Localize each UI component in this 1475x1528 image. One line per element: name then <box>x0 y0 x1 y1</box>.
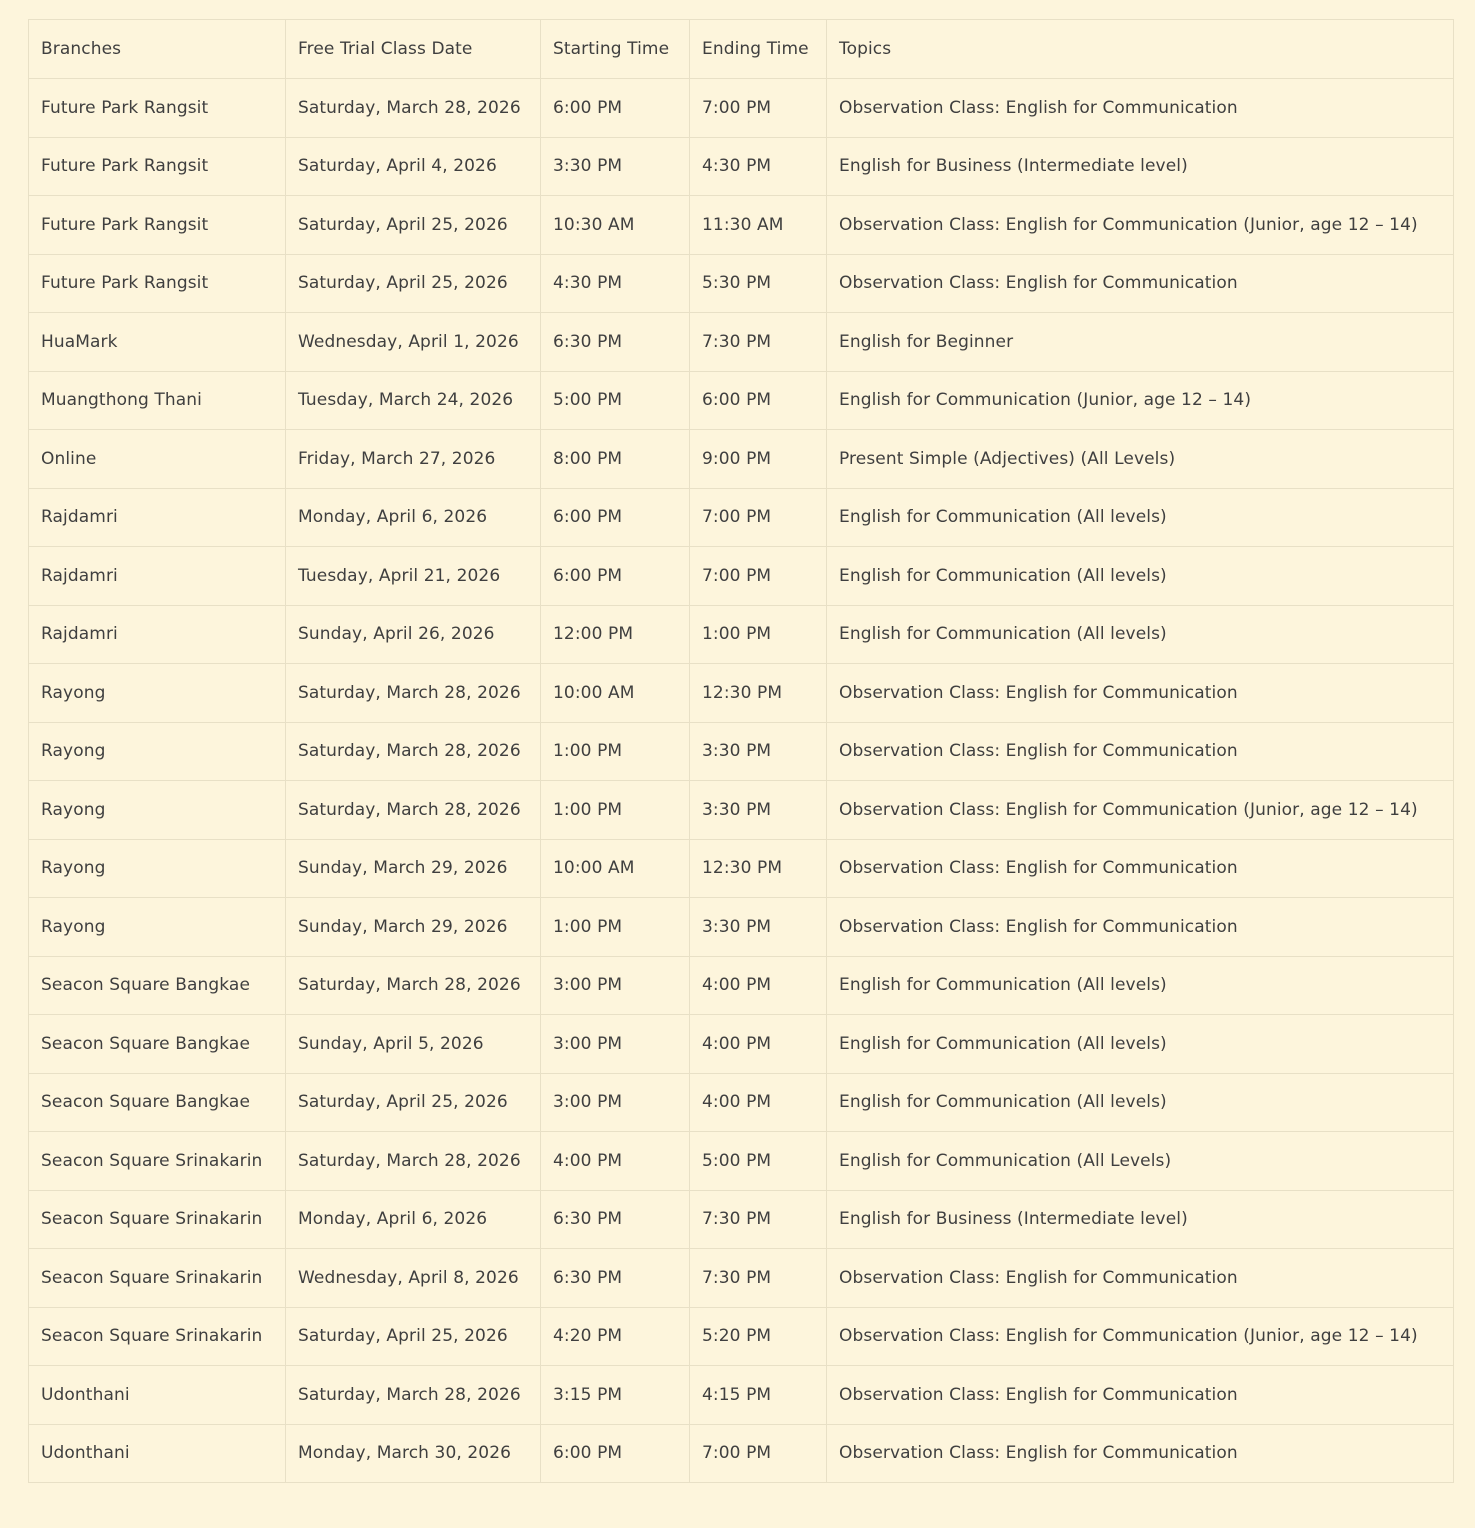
end-time-cell: 4:30 PM <box>690 137 827 196</box>
topic-cell: English for Communication (All Levels) <box>827 1132 1454 1191</box>
branch-cell: Rajdamri <box>29 488 286 547</box>
topic-cell: Observation Class: English for Communication <box>827 722 1454 781</box>
branch-cell: Rayong <box>29 781 286 840</box>
table-row <box>29 722 1454 781</box>
branch-cell: Rayong <box>29 722 286 781</box>
topic-cell: English for Communication (All levels) <box>827 605 1454 664</box>
topic-cell: English for Communication (All levels) <box>827 1015 1454 1074</box>
end-time-cell: 4:00 PM <box>690 956 827 1015</box>
date-cell: Saturday, April 25, 2026 <box>286 254 541 313</box>
table-row <box>29 137 1454 196</box>
end-time-cell: 12:30 PM <box>690 839 827 898</box>
table-row <box>29 313 1454 372</box>
table-row <box>29 1015 1454 1074</box>
branch-cell: Seacon Square Bangkae <box>29 1015 286 1074</box>
end-time-cell: 7:00 PM <box>690 488 827 547</box>
end-time-cell: 4:15 PM <box>690 1366 827 1425</box>
branch-cell: Udonthani <box>29 1424 286 1483</box>
date-cell: Monday, March 30, 2026 <box>286 1424 541 1483</box>
end-time-cell: 3:30 PM <box>690 722 827 781</box>
date-cell: Saturday, March 28, 2026 <box>286 1366 541 1425</box>
start-time-cell: 3:00 PM <box>541 1073 690 1132</box>
topic-cell: Observation Class: English for Communication (Junior, age 12 – 14) <box>827 1307 1454 1366</box>
topic-cell: English for Communication (Junior, age 12 – 14) <box>827 371 1454 430</box>
topic-cell: Observation Class: English for Communication <box>827 898 1454 957</box>
topic-cell: Observation Class: English for Communication <box>827 664 1454 723</box>
branch-cell: Seacon Square Srinakarin <box>29 1190 286 1249</box>
end-time-cell: 12:30 PM <box>690 664 827 723</box>
date-cell: Saturday, April 25, 2026 <box>286 1307 541 1366</box>
date-cell: Saturday, April 25, 2026 <box>286 1073 541 1132</box>
start-time-cell: 3:00 PM <box>541 956 690 1015</box>
topic-cell: English for Business (Intermediate level) <box>827 1190 1454 1249</box>
date-cell: Saturday, March 28, 2026 <box>286 79 541 138</box>
table-row <box>29 488 1454 547</box>
branch-cell: Rajdamri <box>29 605 286 664</box>
end-time-cell: 7:30 PM <box>690 1249 827 1308</box>
end-time-cell: 1:00 PM <box>690 605 827 664</box>
date-cell: Wednesday, April 1, 2026 <box>286 313 541 372</box>
branch-cell: Future Park Rangsit <box>29 79 286 138</box>
date-cell: Sunday, April 5, 2026 <box>286 1015 541 1074</box>
table-row <box>29 839 1454 898</box>
date-cell: Monday, April 6, 2026 <box>286 1190 541 1249</box>
date-cell: Tuesday, March 24, 2026 <box>286 371 541 430</box>
end-time-cell: 3:30 PM <box>690 781 827 840</box>
topic-cell: Observation Class: English for Communication (Junior, age 12 – 14) <box>827 781 1454 840</box>
start-time-cell: 3:00 PM <box>541 1015 690 1074</box>
end-time-cell: 5:20 PM <box>690 1307 827 1366</box>
table-row <box>29 1073 1454 1132</box>
start-time-cell: 5:00 PM <box>541 371 690 430</box>
table-header-row <box>29 20 1454 79</box>
date-cell: Saturday, March 28, 2026 <box>286 664 541 723</box>
start-time-cell: 12:00 PM <box>541 605 690 664</box>
topic-cell: Observation Class: English for Communication <box>827 1249 1454 1308</box>
date-cell: Saturday, March 28, 2026 <box>286 781 541 840</box>
topic-cell: Observation Class: English for Communication <box>827 254 1454 313</box>
start-time-cell: 6:00 PM <box>541 1424 690 1483</box>
start-time-cell: 8:00 PM <box>541 430 690 489</box>
branch-cell: Future Park Rangsit <box>29 254 286 313</box>
date-cell: Monday, April 6, 2026 <box>286 488 541 547</box>
end-time-cell: 3:30 PM <box>690 898 827 957</box>
date-cell: Saturday, March 28, 2026 <box>286 956 541 1015</box>
start-time-cell: 1:00 PM <box>541 781 690 840</box>
date-cell: Sunday, March 29, 2026 <box>286 898 541 957</box>
table-row <box>29 605 1454 664</box>
table-row <box>29 1249 1454 1308</box>
table-row <box>29 1424 1454 1483</box>
branch-cell: Seacon Square Bangkae <box>29 956 286 1015</box>
table-row <box>29 781 1454 840</box>
table-body <box>29 79 1454 1483</box>
branch-cell: Future Park Rangsit <box>29 196 286 255</box>
start-time-cell: 1:00 PM <box>541 898 690 957</box>
topic-cell: Observation Class: English for Communication <box>827 839 1454 898</box>
header-date: Free Trial Class Date <box>286 20 541 79</box>
free-trial-schedule-table <box>28 19 1454 1483</box>
branch-cell: Seacon Square Srinakarin <box>29 1307 286 1366</box>
date-cell: Saturday, April 25, 2026 <box>286 196 541 255</box>
end-time-cell: 9:00 PM <box>690 430 827 489</box>
start-time-cell: 6:30 PM <box>541 1249 690 1308</box>
branch-cell: HuaMark <box>29 313 286 372</box>
topic-cell: English for Communication (All levels) <box>827 956 1454 1015</box>
end-time-cell: 7:30 PM <box>690 1190 827 1249</box>
table-row <box>29 1307 1454 1366</box>
end-time-cell: 7:00 PM <box>690 79 827 138</box>
start-time-cell: 6:00 PM <box>541 79 690 138</box>
end-time-cell: 11:30 AM <box>690 196 827 255</box>
date-cell: Saturday, March 28, 2026 <box>286 1132 541 1191</box>
schedule-container <box>28 19 1453 1483</box>
date-cell: Sunday, April 26, 2026 <box>286 605 541 664</box>
date-cell: Sunday, March 29, 2026 <box>286 839 541 898</box>
table-row <box>29 898 1454 957</box>
topic-cell: English for Communication (All levels) <box>827 1073 1454 1132</box>
start-time-cell: 10:00 AM <box>541 839 690 898</box>
table-row <box>29 430 1454 489</box>
table-row <box>29 1190 1454 1249</box>
start-time-cell: 6:00 PM <box>541 488 690 547</box>
topic-cell: Observation Class: English for Communication <box>827 79 1454 138</box>
branch-cell: Muangthong Thani <box>29 371 286 430</box>
start-time-cell: 4:20 PM <box>541 1307 690 1366</box>
end-time-cell: 5:30 PM <box>690 254 827 313</box>
table-row <box>29 254 1454 313</box>
start-time-cell: 1:00 PM <box>541 722 690 781</box>
end-time-cell: 6:00 PM <box>690 371 827 430</box>
topic-cell: Observation Class: English for Communication (Junior, age 12 – 14) <box>827 196 1454 255</box>
topic-cell: Observation Class: English for Communication <box>827 1424 1454 1483</box>
table-row <box>29 1366 1454 1425</box>
start-time-cell: 4:30 PM <box>541 254 690 313</box>
table-row <box>29 196 1454 255</box>
branch-cell: Seacon Square Srinakarin <box>29 1132 286 1191</box>
header-topics: Topics <box>827 20 1454 79</box>
start-time-cell: 3:15 PM <box>541 1366 690 1425</box>
start-time-cell: 6:30 PM <box>541 1190 690 1249</box>
start-time-cell: 4:00 PM <box>541 1132 690 1191</box>
branch-cell: Future Park Rangsit <box>29 137 286 196</box>
branch-cell: Rajdamri <box>29 547 286 606</box>
start-time-cell: 10:00 AM <box>541 664 690 723</box>
topic-cell: English for Beginner <box>827 313 1454 372</box>
topic-cell: Observation Class: English for Communication <box>827 1366 1454 1425</box>
table-row <box>29 79 1454 138</box>
branch-cell: Rayong <box>29 664 286 723</box>
branch-cell: Seacon Square Srinakarin <box>29 1249 286 1308</box>
end-time-cell: 4:00 PM <box>690 1015 827 1074</box>
date-cell: Tuesday, April 21, 2026 <box>286 547 541 606</box>
table-row <box>29 956 1454 1015</box>
table-row <box>29 1132 1454 1191</box>
date-cell: Wednesday, April 8, 2026 <box>286 1249 541 1308</box>
header-end-time: Ending Time <box>690 20 827 79</box>
start-time-cell: 6:30 PM <box>541 313 690 372</box>
branch-cell: Rayong <box>29 839 286 898</box>
table-row <box>29 664 1454 723</box>
header-branches: Branches <box>29 20 286 79</box>
topic-cell: English for Business (Intermediate level) <box>827 137 1454 196</box>
end-time-cell: 7:00 PM <box>690 1424 827 1483</box>
date-cell: Friday, March 27, 2026 <box>286 430 541 489</box>
date-cell: Saturday, April 4, 2026 <box>286 137 541 196</box>
date-cell: Saturday, March 28, 2026 <box>286 722 541 781</box>
end-time-cell: 5:00 PM <box>690 1132 827 1191</box>
table-row <box>29 547 1454 606</box>
start-time-cell: 6:00 PM <box>541 547 690 606</box>
branch-cell: Online <box>29 430 286 489</box>
header-start-time: Starting Time <box>541 20 690 79</box>
end-time-cell: 7:00 PM <box>690 547 827 606</box>
end-time-cell: 7:30 PM <box>690 313 827 372</box>
topic-cell: English for Communication (All levels) <box>827 547 1454 606</box>
topic-cell: English for Communication (All levels) <box>827 488 1454 547</box>
branch-cell: Seacon Square Bangkae <box>29 1073 286 1132</box>
branch-cell: Udonthani <box>29 1366 286 1425</box>
branch-cell: Rayong <box>29 898 286 957</box>
start-time-cell: 3:30 PM <box>541 137 690 196</box>
start-time-cell: 10:30 AM <box>541 196 690 255</box>
table-row <box>29 371 1454 430</box>
topic-cell: Present Simple (Adjectives) (All Levels) <box>827 430 1454 489</box>
end-time-cell: 4:00 PM <box>690 1073 827 1132</box>
